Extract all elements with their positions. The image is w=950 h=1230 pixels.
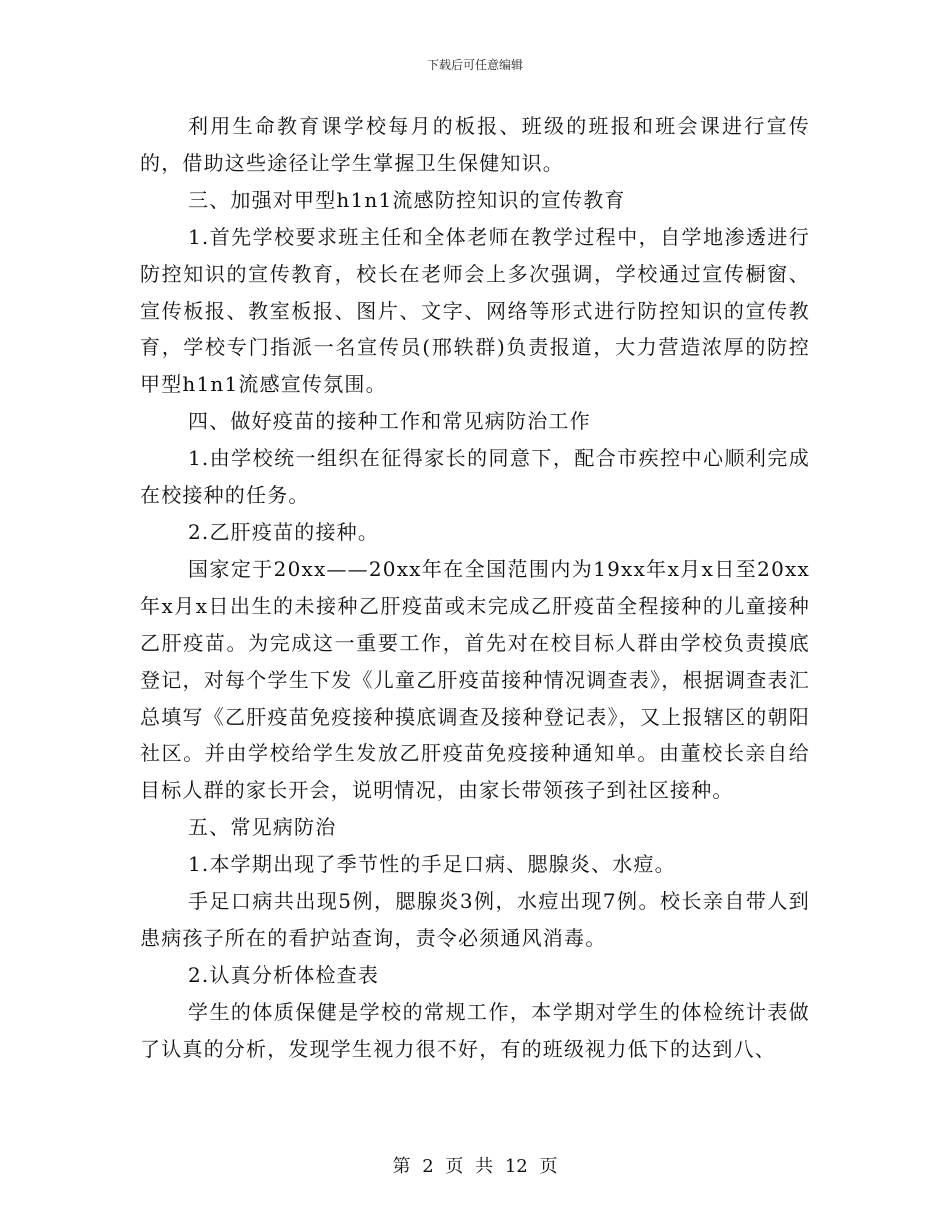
document-body (140, 108, 810, 1068)
paragraph: 国家定于20xx——20xx年在全国范围内为19xx年x月x日至20xx年x月x日出生的未接种乙肝疫苗或末完成乙肝疫苗全程接种的儿童接种乙肝疫苗。为完成这一重要工作，首先对在校目标人群由学校负责摸底登记，对每个学生下发《儿童乙肝疫苗接种情况调查表》，根据调查表汇总填写《乙肝疫苗免疫接种摸底调查及接种登记表》，又上报辖区的朝阳社区。并由学校给学生发放乙肝疫苗免疫接种通知单。由董校长亲自给目标人群的家长开会，说明情况，由家长带领孩子到社区接种。 (140, 556, 810, 803)
section-heading: 三、加强对甲型h1n1流感防控知识的宣传教育 (188, 187, 626, 212)
page-number-footer: 第 2 页 共 12 页 (392, 1156, 558, 1177)
section-heading: 五、常见病防治 (188, 815, 337, 840)
paragraph: 1.本学期出现了季节性的手足口病、腮腺炎、水痘。 (188, 852, 676, 877)
paragraph: 2.认真分析体检查表 (188, 962, 380, 987)
paragraph: 利用生命教育课学校每月的板报、班级的班报和班会课进行宣传的，借助这些途径让学生掌握卫生保健知识。 (140, 114, 810, 175)
page-header-note: 下载后可任意编辑 (426, 58, 523, 72)
paragraph: 1.首先学校要求班主任和全体老师在教学过程中，自学地渗透进行防控知识的宣传教育，校长在老师会上多次强调，学校通过宣传橱窗、宣传板报、教室板报、图片、文字、网络等形式进行防控知识的宣传教育，学校专门指派一名宣传员(邢轶群)负责报道，大力营造浓厚的防控甲型h1n1流感宣传氛围。 (140, 224, 810, 397)
section-heading: 四、做好疫苗的接种工作和常见病防治工作 (188, 409, 591, 434)
paragraph: 1.由学校统一组织在征得家长的同意下，配合市疾控中心顺利完成在校接种的任务。 (140, 446, 810, 508)
paragraph: 学生的体质保健是学校的常规工作，本学期对学生的体检统计表做了认真的分析，发现学生视力很不好，有的班级视力低下的达到八、 (140, 999, 810, 1061)
paragraph: 2.乙肝疫苗的接种。 (188, 519, 380, 544)
paragraph: 手足口病共出现5例，腮腺炎3例，水痘出现7例。校长亲自带人到患病孩子所在的看护站查询，责令必须通风消毒。 (140, 889, 810, 950)
